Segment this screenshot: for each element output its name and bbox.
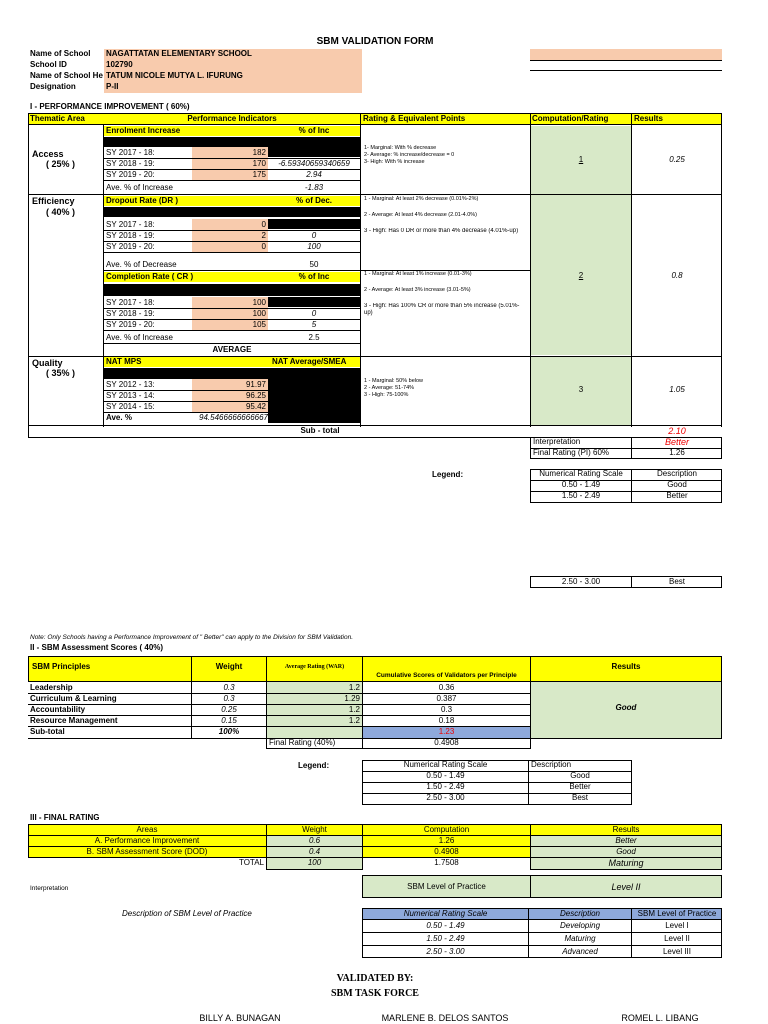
access-pct2: -6.59340659340659 <box>278 159 350 168</box>
completion-val3: 105 <box>252 320 266 329</box>
s2-war-2: 1.29 <box>344 694 360 703</box>
s3-legend-line3 <box>362 945 722 946</box>
subtotal-value: 2.10 <box>668 426 686 436</box>
s2-final-label: Final Rating (40%) <box>269 738 336 747</box>
value-designation: P-II <box>106 82 119 91</box>
s3-legend-desc1: Developing <box>559 921 601 930</box>
s3-head-results: Results <box>612 825 640 834</box>
legend2-label: Legend: <box>298 761 330 770</box>
s3-legend-desc2: Maturing <box>564 934 596 943</box>
section3-title: III - FINAL RATING <box>30 813 100 822</box>
header-right-line <box>530 61 722 71</box>
quality-sy2: SY 2013 - 14: <box>106 391 155 400</box>
s3-legend-scale2: 1.50 - 2.49 <box>426 934 465 943</box>
access-row-line2 <box>104 169 360 170</box>
s2-weight-4: 0.15 <box>221 716 237 725</box>
completion-black-cell <box>268 297 360 307</box>
label-school-id: School ID <box>30 60 67 69</box>
quality-rating-3: 3 - High: 75-100% <box>364 392 409 398</box>
completion-row-line1 <box>104 308 360 309</box>
access-pct: ( 25% ) <box>46 159 76 169</box>
s3-area-a: A. Performance Improvement <box>94 836 200 845</box>
dropout-black-bar <box>104 207 360 217</box>
value-school-head: TATUM NICOLE MUTYA L. IFURUNG <box>106 71 243 80</box>
completion-black-bar <box>104 284 360 296</box>
header-right-box <box>530 49 722 61</box>
completion-header: Completion Rate ( CR ) <box>106 272 194 281</box>
access-row-line3 <box>104 180 360 181</box>
access-computation: 1 <box>578 155 584 164</box>
label-designation: Designation <box>30 82 76 91</box>
dropout-rating-3: 3 - High: Has 0 DR or more than 4% decrease (4.01%-up) <box>364 228 519 234</box>
efficiency-computation: 2 <box>578 271 584 280</box>
s2-cum-4: 0.18 <box>438 716 455 725</box>
quality-val2: 96.25 <box>245 391 266 400</box>
quality-sy3: SY 2014 - 15: <box>106 402 155 411</box>
col-rating: Rating & Equivalent Points <box>363 114 466 123</box>
s3-legend-scale1: 0.50 - 1.49 <box>426 921 465 930</box>
dropout-rating-1: 1 - Marginal: At least 2% decrease (0.01%-2%) <box>364 196 479 202</box>
s2-row-line2 <box>28 704 530 705</box>
completion-header-pct: % of Inc <box>298 272 330 281</box>
s3-total-comp: 1.7508 <box>434 858 459 867</box>
s2-subtotal-label: Sub-total <box>30 727 65 736</box>
access-rating-1: 1- Marginal: With % decrease <box>364 145 437 151</box>
legend1-scale1: 0.50 - 1.49 <box>561 480 601 489</box>
vline-left <box>28 113 29 438</box>
access-area: Access <box>32 149 64 159</box>
dropout-val2: 2 <box>261 231 266 240</box>
legend2-desc3: Best <box>571 793 588 802</box>
s3-result-b: Good <box>616 847 636 856</box>
s2-war-4: 1.2 <box>348 716 360 725</box>
value-school-name: NAGATTATAN ELEMENTARY SCHOOL <box>106 49 252 58</box>
signatory-2: MARLENE B. DELOS SANTOS <box>381 1013 509 1023</box>
access-subheader: Enrolment Increase <box>106 126 181 135</box>
completion-val1: 100 <box>252 298 266 307</box>
quality-row-line2 <box>104 401 268 402</box>
access-rating-3: 3- High: With % increase <box>364 159 425 165</box>
s3-total-label: TOTAL <box>238 858 264 867</box>
access-val2: 170 <box>252 159 266 168</box>
s3-legend-level2: Level II <box>664 934 690 943</box>
efficiency-average-label: AVERAGE <box>212 345 252 354</box>
s3-weight-a: 0.6 <box>308 836 321 845</box>
legend1-head-desc: Description <box>656 469 697 478</box>
dropout-rating-2: 2 - Average: At least 4% decrease (2.01-4.0%) <box>364 212 478 218</box>
s3-desc-label: Description of SBM Level of Practice <box>122 909 252 918</box>
quality-header: NAT MPS <box>106 357 142 366</box>
legend1-scale3: 2.50 - 3.00 <box>561 577 601 586</box>
quality-ave-label: Ave. % <box>106 413 132 422</box>
validated-by: VALIDATED BY: <box>336 973 414 984</box>
completion-pct2: 0 <box>311 309 317 318</box>
s3-legend-head-level: SBM Level of Practice <box>637 909 717 918</box>
quality-area: Quality <box>32 358 63 368</box>
s3-head-computation: Computation <box>423 825 470 834</box>
quality-bottom-line <box>28 425 722 426</box>
s3-level-value: Level II <box>611 882 641 892</box>
quality-result: 1.05 <box>669 385 685 394</box>
access-row-line1 <box>104 158 360 159</box>
quality-ave-value: 94.5466666666667 <box>199 413 268 422</box>
s3-legend-head-desc: Description <box>559 909 600 918</box>
dropout-black-cell <box>268 219 360 229</box>
col-thematic: Thematic Area <box>30 114 85 123</box>
s2-cum-1: 0.36 <box>438 683 455 692</box>
s2-principle-2: Curriculum & Learning <box>30 694 117 703</box>
s2-head-principles: SBM Principles <box>32 662 91 671</box>
legend1-desc2: Better <box>666 491 688 500</box>
completion-val2: 100 <box>252 309 266 318</box>
s2-war-3: 1.2 <box>348 705 360 714</box>
s2-subtotal-value: 1.23 <box>438 727 455 736</box>
dropout-sy1: SY 2017 - 18: <box>106 220 155 229</box>
completion-ave-value: 2.5 <box>308 333 320 342</box>
quality-black-bar <box>104 368 360 379</box>
dropout-pct2: 0 <box>311 231 317 240</box>
signatory-1: BILLY A. BUNAGAN <box>199 1013 281 1023</box>
quality-header2: NAT Average/SMEA <box>272 357 347 366</box>
s2-result: Good <box>615 703 637 712</box>
results-line-1 <box>631 194 721 195</box>
s2-weight-2: 0.3 <box>223 694 235 703</box>
s2-row-line1 <box>28 693 530 694</box>
dropout-header: Dropout Rate (DR ) <box>106 196 178 205</box>
efficiency-pct: ( 40% ) <box>46 207 76 217</box>
s2-weight-3: 0.25 <box>221 705 237 714</box>
access-val1: 182 <box>252 148 266 157</box>
access-subheader-pct: % of Inc <box>298 126 330 135</box>
legend2-head-desc: Description <box>531 760 572 769</box>
section2-title: II - SBM Assessment Scores ( 40%) <box>30 643 164 652</box>
s2-cum-2: 0.387 <box>436 694 457 703</box>
note-text: Note: Only Schools having a Performance Improvement of " Better" can apply to the Division for SBM Validation. <box>30 634 354 641</box>
s3-legend-level3: Level III <box>662 947 691 956</box>
quality-sy1: SY 2012 - 13: <box>106 380 155 389</box>
s3-legend-scale3: 2.50 - 3.00 <box>426 947 465 956</box>
legend2-desc2: Better <box>569 782 591 791</box>
access-sy1: SY 2017 - 18: <box>106 148 155 157</box>
efficiency-area: Efficiency <box>32 196 75 206</box>
quality-computation: 3 <box>578 385 584 394</box>
s2-principle-3: Accountability <box>30 705 86 714</box>
legend1-desc1: Good <box>667 480 687 489</box>
access-ave-label: Ave. % of Increase <box>106 183 173 192</box>
s3-legend-line2 <box>362 932 722 933</box>
s3-legend-head-scale: Numerical Rating Scale <box>403 909 488 918</box>
access-sy3: SY 2019 - 20: <box>106 170 155 179</box>
s2-weight-1: 0.3 <box>223 683 235 692</box>
section1-title: I - PERFORMANCE IMPROVEMENT ( 60%) <box>30 102 190 111</box>
legend2-desc1: Good <box>570 771 590 780</box>
quality-val3: 95.42 <box>245 402 266 411</box>
dropout-ave-value: 50 <box>309 260 319 269</box>
completion-ave-label: Ave. % of Increase <box>106 333 173 342</box>
quality-row-line1 <box>104 390 268 391</box>
col-results: Results <box>634 114 663 123</box>
col-indicators: Performance Indicators <box>187 114 277 123</box>
completion-ave-line <box>104 343 360 344</box>
legend2-scale2: 1.50 - 2.49 <box>426 782 465 791</box>
access-pct3: 2.94 <box>306 170 322 179</box>
s2-war-1: 1.2 <box>348 683 360 692</box>
legend2-head-scale: Numerical Rating Scale <box>403 760 488 769</box>
access-black-bar <box>104 137 360 147</box>
access-sy2: SY 2018 - 19: <box>106 159 155 168</box>
legend2-scale1: 0.50 - 1.49 <box>426 771 465 780</box>
s3-legend-line1 <box>362 919 722 920</box>
dropout-row-line3 <box>104 252 360 253</box>
legend1-desc3: Best <box>668 577 685 586</box>
dropout-sy3: SY 2019 - 20: <box>106 242 155 251</box>
efficiency-result: 0.8 <box>671 271 683 280</box>
s2-cum-3: 0.3 <box>440 705 453 714</box>
form-title: SBM VALIDATION FORM <box>316 36 434 47</box>
quality-rating-2: 2 - Average: 51-74% <box>364 385 415 391</box>
access-result: 0.25 <box>669 155 685 164</box>
s2-head-weight: Weight <box>215 662 243 671</box>
s3-area-b: B. SBM Assessment Score (DOD) <box>86 847 208 856</box>
label-school-head: Name of School He <box>30 71 103 80</box>
s3-level-label: SBM Level of Practice <box>407 882 486 891</box>
legend1-label: Legend: <box>432 470 464 479</box>
s3-comp-a: 1.26 <box>438 836 455 845</box>
s2-vline-right <box>721 656 722 738</box>
s3-result-a: Better <box>615 836 637 845</box>
s3-total-weight: 100 <box>307 858 322 867</box>
quality-rating-1: 1 - Marginal: 50% below <box>364 378 424 384</box>
s2-head-war: Average Rating (WAR) <box>284 664 345 670</box>
s3-legend-level1: Level I <box>665 921 689 930</box>
access-black-cell <box>268 147 360 157</box>
dropout-row-line1 <box>104 230 360 231</box>
completion-pct3: 5 <box>311 320 317 329</box>
s2-subtotal-weight: 100% <box>218 727 240 736</box>
dropout-sy2: SY 2018 - 19: <box>106 231 155 240</box>
dropout-val3: 0 <box>261 242 266 251</box>
s3-total-result: Maturing <box>608 858 644 868</box>
s2-head-cumulative: Cumulative Scores of Validators per Principle <box>376 672 517 679</box>
legend1-head-scale: Numerical Rating Scale <box>539 469 623 478</box>
s3-head-areas: Areas <box>136 825 158 834</box>
quality-pct: ( 35% ) <box>46 368 76 378</box>
s2-row-line4 <box>28 726 530 727</box>
quality-val1: 91.97 <box>245 380 266 389</box>
completion-sy2: SY 2018 - 19: <box>106 309 155 318</box>
completion-sy3: SY 2019 - 20: <box>106 320 155 329</box>
quality-black-block <box>268 379 360 423</box>
dropout-pct3: 100 <box>307 242 321 251</box>
completion-sy1: SY 2017 - 18: <box>106 298 155 307</box>
s3-weight-b: 0.4 <box>308 847 321 856</box>
access-val3: 175 <box>252 170 266 179</box>
subtotal-label: Sub - total <box>300 426 340 435</box>
legend1-scale2: 1.50 - 2.49 <box>561 491 601 500</box>
s3-comp-b: 0.4908 <box>434 847 459 856</box>
s2-principle-4: Resource Management <box>30 716 118 725</box>
s3-head-weight: Weight <box>302 825 327 834</box>
completion-rating-1: 1 - Marginal: At least 1% increase (0.01-3%) <box>364 271 472 277</box>
col-computation: Computation/Rating <box>532 114 609 123</box>
signatory-3: ROMEL L. LIBANG <box>621 1013 699 1023</box>
access-rating-2: 2- Average: % increase/decrease = 0 <box>364 152 455 158</box>
interpretation-label: Interpretation <box>533 437 581 446</box>
completion-row-line2 <box>104 319 360 320</box>
s2-final-value: 0.4908 <box>434 738 459 747</box>
dropout-ave-label: Ave. % of Decrease <box>106 260 177 269</box>
completion-row-line3 <box>104 330 360 331</box>
s3-legend-desc3: Advanced <box>562 947 598 956</box>
dropout-header-pct: % of Dec. <box>295 196 332 205</box>
s2-principle-1: Leadership <box>30 683 73 692</box>
completion-rating-2: 2 - Average: At least 3% increase (3.01-5%) <box>364 287 471 293</box>
legend2-scale3: 2.50 - 3.00 <box>426 793 465 802</box>
final-rating-value: 1.26 <box>669 448 685 457</box>
s2-head-results: Results <box>611 662 641 671</box>
completion-rating-3: 3 - High: Has 100% CR or more than 5% increase (5.01%-up) <box>364 303 520 316</box>
label-school-name: Name of School <box>30 49 91 58</box>
access-ave-value: -1.83 <box>304 183 324 192</box>
interpretation-value: Better <box>664 437 689 447</box>
dropout-row-line2 <box>104 241 360 242</box>
dropout-val1: 0 <box>261 220 266 229</box>
s3-interpretation-label: Interpretation <box>30 885 69 892</box>
final-rating-label: Final Rating (PI) 60% <box>533 448 610 457</box>
task-force: SBM TASK FORCE <box>331 988 419 999</box>
s2-row-line3 <box>28 715 530 716</box>
value-school-id: 102790 <box>106 60 133 69</box>
